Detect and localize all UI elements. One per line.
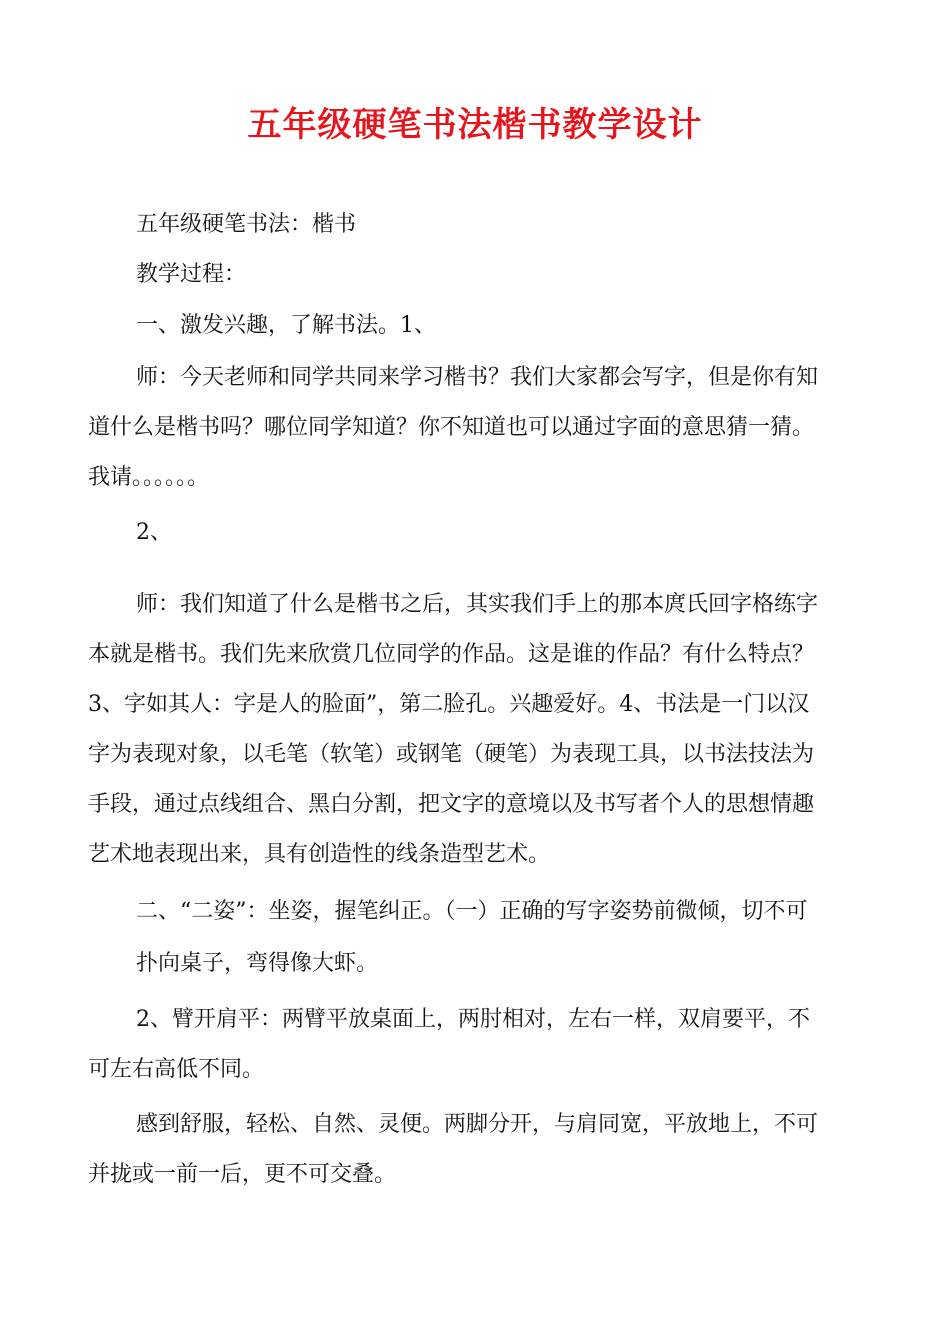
paragraph-8 — [88, 939, 868, 989]
paragraph-line: 师：我们知道了什么是楷书之后，其实我们手上的那本庹氏回字格练字 — [136, 592, 819, 617]
paragraph-line: 可左右高低不同。 — [88, 1057, 265, 1082]
paragraph-line: 本就是楷书。我们先来欣赏几位同学的作品。这是谁的作品？有什么特点？ — [88, 642, 815, 667]
paragraph-line: 五年级硬笔书法：楷书 — [136, 212, 357, 237]
paragraph-2 — [88, 250, 868, 300]
paragraph-line: 我请。。。。。。 — [88, 465, 210, 490]
paragraph-line: 师：今天老师和同学共同来学习楷书？我们大家都会写字，但是你有知 — [136, 365, 819, 390]
paragraph-4 — [88, 353, 868, 503]
paragraph-line: 二、“二姿”：坐姿，握笔纠正。（一）正确的写字姿势前微倾，切不可 — [136, 899, 808, 924]
paragraph-5 — [88, 508, 868, 558]
paragraph-line: 3、字如其人：字是人的脸面”，第二脸孔。兴趣爱好。4、书法是一门以汉 — [88, 692, 810, 717]
paragraph-line: 2、臂开肩平：两臂平放桌面上，两肘相对，左右一样，双肩要平，不 — [136, 1007, 810, 1032]
paragraph-10 — [88, 1100, 868, 1200]
paragraph-line: 2、 — [136, 520, 172, 545]
paragraph-line: 手段，通过点线组合、黑白分割，把文字的意境以及书写者个人的思想情趣 — [88, 792, 815, 817]
paragraph-6 — [88, 580, 868, 880]
paragraph-line: 字为表现对象，以毛笔（软笔）或钢笔（硬笔）为表现工具，以书法技法为 — [88, 742, 815, 767]
paragraph-line: 艺术地表现出来，具有创造性的线条造型艺术。 — [88, 842, 551, 867]
paragraph-3 — [88, 301, 868, 351]
paragraph-line: 感到舒服，轻松、自然、灵便。两脚分开，与肩同宽，平放地上，不可 — [136, 1112, 819, 1137]
paragraph-7 — [88, 887, 868, 937]
paragraph-line: 一、激发兴趣，了解书法。1、 — [136, 313, 436, 338]
paragraph-line: 教学过程： — [136, 262, 247, 287]
paragraph-line: 并拢或一前一后，更不可交叠。 — [88, 1162, 397, 1187]
paragraph-line: 扑向桌子，弯得像大虾。 — [136, 951, 379, 976]
paragraph-1 — [88, 200, 868, 250]
paragraph-9 — [88, 995, 868, 1095]
paragraph-line: 道什么是楷书吗？哪位同学知道？你不知道也可以通过字面的意思猜一猜。 — [88, 415, 815, 440]
document-title: 五年级硬笔书法楷书教学设计 — [247, 105, 703, 145]
